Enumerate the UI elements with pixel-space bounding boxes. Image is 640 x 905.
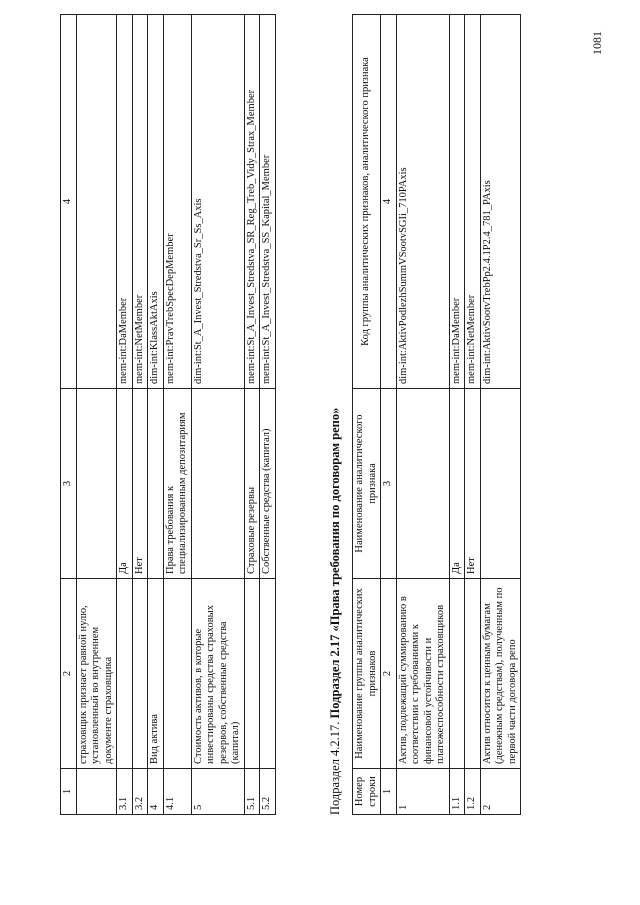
column-number: 3 bbox=[381, 389, 397, 579]
group-name: Актив, подлежащий суммированию в соответствии с требованиями к финансовой устойчивости и платежеспособности страховщиков bbox=[396, 579, 449, 769]
header-row-number: Номер строки bbox=[353, 769, 381, 815]
row-number: 3.1 bbox=[117, 769, 133, 815]
attribute-code: mem-int:PravTrebSpecDepMember bbox=[163, 15, 191, 389]
row-number: 5.2 bbox=[260, 769, 276, 815]
table-row bbox=[465, 15, 481, 815]
attribute-name bbox=[191, 389, 244, 579]
attribute-code: dim-int:AktivSootvTrebPp2.4.1P2.4_781_PAxis bbox=[480, 15, 521, 389]
attribute-name: Да bbox=[117, 389, 133, 579]
attribute-code: mem-int:St_A_Invest_Stredstva_SS_Kapital_Member bbox=[260, 15, 276, 389]
attribute-name bbox=[76, 389, 117, 579]
attribute-name bbox=[148, 389, 164, 579]
attribute-code: dim-int:KlassAktAxis bbox=[148, 15, 164, 389]
group-name: страховщик признает равной нулю, установленный во внутреннем документе страховщика bbox=[76, 579, 117, 769]
column-number: 2 bbox=[61, 579, 77, 769]
group-name bbox=[132, 579, 148, 769]
group-name bbox=[449, 579, 465, 769]
table-row bbox=[191, 15, 244, 815]
attribute-name: Да bbox=[449, 389, 465, 579]
group-name: Вид актива bbox=[148, 579, 164, 769]
group-name bbox=[244, 579, 260, 769]
column-number: 2 bbox=[381, 579, 397, 769]
header-code: Код группы аналитических признаков, аналитического признака bbox=[353, 15, 381, 389]
header-group-name: Наименование группы аналитических признаков bbox=[353, 579, 381, 769]
attribute-code: mem-int:NetMember bbox=[132, 15, 148, 389]
row-number: 4.1 bbox=[163, 769, 191, 815]
table-header-row bbox=[61, 15, 77, 815]
table-row bbox=[244, 15, 260, 815]
row-number: 1.1 bbox=[449, 769, 465, 815]
attribute-name bbox=[480, 389, 521, 579]
column-number: 1 bbox=[61, 769, 77, 815]
row-number: 3.2 bbox=[132, 769, 148, 815]
section-title: Подраздел 2.17 «Права требования по договорам репо» bbox=[328, 407, 342, 719]
row-number: 1.2 bbox=[465, 769, 481, 815]
attribute-code: dim-int:AktivPodlezhSummVSootvSGIi_710PAxis bbox=[396, 15, 449, 389]
attribute-code: mem-int:DaMember bbox=[117, 15, 133, 389]
column-number: 3 bbox=[61, 389, 77, 579]
attribute-name: Нет bbox=[465, 389, 481, 579]
attribute-code bbox=[76, 15, 117, 389]
table-header-row bbox=[353, 15, 381, 815]
attribute-code: mem-int:DaMember bbox=[449, 15, 465, 389]
attribute-code: mem-int:NetMember bbox=[465, 15, 481, 389]
table-subheader-row bbox=[381, 15, 397, 815]
attribute-name: Собственные средства (капитал) bbox=[260, 389, 276, 579]
row-number: 5 bbox=[191, 769, 244, 815]
section-prefix: Подраздел 4.2.17. bbox=[328, 721, 342, 815]
row-number bbox=[76, 769, 117, 815]
group-name bbox=[260, 579, 276, 769]
attribute-code: mem-int:St_A_Invest_Stredstva_SR_Reg_Treb_Vidy_Strax_Member bbox=[244, 15, 260, 389]
attribute-code: dim-int:St_A_Invest_Stredstva_Sr_Ss_Axis bbox=[191, 15, 244, 389]
table-row bbox=[396, 15, 449, 815]
attributes-table-continued bbox=[60, 14, 276, 815]
repo-rights-attributes-table bbox=[352, 14, 521, 815]
header-attribute-name: Наименование аналитического признака bbox=[353, 389, 381, 579]
column-number: 4 bbox=[61, 15, 77, 389]
table-row bbox=[480, 15, 521, 815]
table-row bbox=[260, 15, 276, 815]
column-number: 4 bbox=[381, 15, 397, 389]
section-heading bbox=[328, 408, 343, 815]
table-row bbox=[117, 15, 133, 815]
column-number: 1 bbox=[381, 769, 397, 815]
table-row bbox=[449, 15, 465, 815]
row-number: 5.1 bbox=[244, 769, 260, 815]
group-name: Стоимость активов, в которые инвестированы средства страховых резервов, собственные средства (капитал) bbox=[191, 579, 244, 769]
attribute-name: Права требования к специализированным депозитариям bbox=[163, 389, 191, 579]
attribute-name bbox=[396, 389, 449, 579]
table-row bbox=[163, 15, 191, 815]
group-name bbox=[465, 579, 481, 769]
table-row bbox=[132, 15, 148, 815]
row-number: 1 bbox=[396, 769, 449, 815]
attribute-name: Нет bbox=[132, 389, 148, 579]
table-row bbox=[148, 15, 164, 815]
group-name bbox=[163, 579, 191, 769]
attribute-name: Страховые резервы bbox=[244, 389, 260, 579]
row-number: 4 bbox=[148, 769, 164, 815]
row-number: 2 bbox=[480, 769, 521, 815]
table-row bbox=[76, 15, 117, 815]
group-name bbox=[117, 579, 133, 769]
page-number: 1081 bbox=[590, 31, 604, 55]
group-name: Актив относится к ценным бумагам (денежным средствам), полученным по первой части договора репо bbox=[480, 579, 521, 769]
